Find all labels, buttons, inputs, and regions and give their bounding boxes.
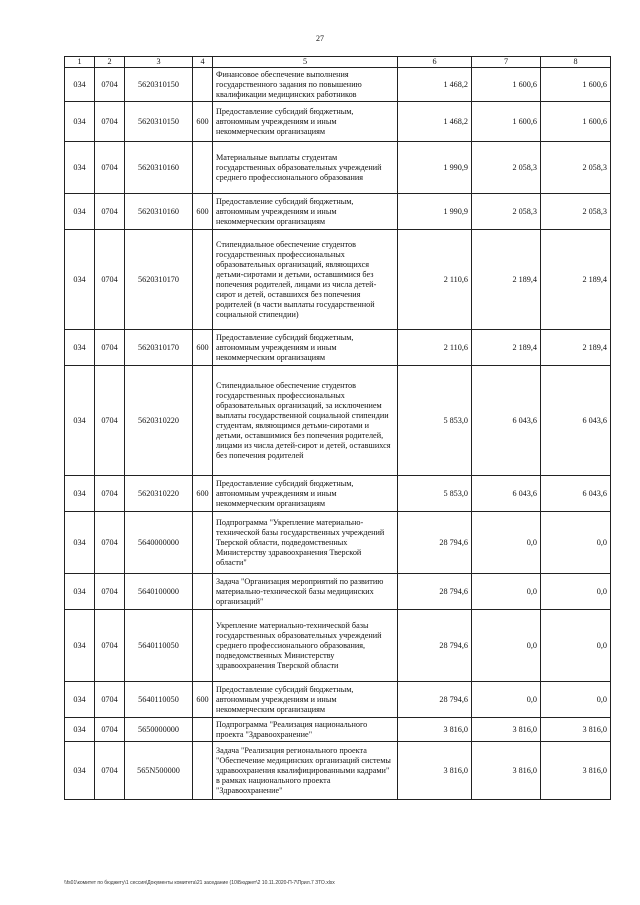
code-admin: 034	[65, 742, 95, 800]
amount-col-6: 3 816,0	[398, 742, 472, 800]
code-target: 5620310150	[125, 68, 193, 102]
code-section: 0704	[95, 366, 125, 476]
header-col-1: 1	[65, 57, 95, 68]
code-section: 0704	[95, 742, 125, 800]
row-description: Задача "Реализация регионального проекта "Обеспечение медицинских организаций системы здравоохранения квалифицированными кадрами" в рамках национального проекта "Здравоохранение"	[213, 742, 398, 800]
table-row	[65, 330, 611, 366]
amount-col-8: 0,0	[541, 574, 611, 610]
code-section: 0704	[95, 142, 125, 194]
code-admin: 034	[65, 718, 95, 742]
table-row	[65, 102, 611, 142]
code-target: 5620310160	[125, 194, 193, 230]
amount-col-6: 1 468,2	[398, 102, 472, 142]
code-target: 5620310150	[125, 102, 193, 142]
code-expense-type	[193, 610, 213, 682]
code-expense-type	[193, 742, 213, 800]
amount-col-7: 3 816,0	[472, 718, 541, 742]
code-admin: 034	[65, 610, 95, 682]
amount-col-8: 3 816,0	[541, 742, 611, 800]
row-description: Задача "Организация мероприятий по развитию материально-технической базы медицинских организаций"	[213, 574, 398, 610]
amount-col-8: 1 600,6	[541, 68, 611, 102]
code-section: 0704	[95, 230, 125, 330]
amount-col-8: 3 816,0	[541, 718, 611, 742]
code-expense-type: 600	[193, 102, 213, 142]
row-description: Материальные выплаты студентам государственных образовательных учреждений среднего профессионального образования	[213, 142, 398, 194]
amount-col-6: 1 990,9	[398, 142, 472, 194]
amount-col-8: 0,0	[541, 610, 611, 682]
code-section: 0704	[95, 682, 125, 718]
code-target: 5620310170	[125, 330, 193, 366]
code-expense-type	[193, 718, 213, 742]
amount-col-7: 6 043,6	[472, 366, 541, 476]
code-section: 0704	[95, 194, 125, 230]
code-admin: 034	[65, 194, 95, 230]
table-row	[65, 610, 611, 682]
code-target: 5640110050	[125, 682, 193, 718]
header-col-2: 2	[95, 57, 125, 68]
amount-col-7: 0,0	[472, 512, 541, 574]
code-expense-type	[193, 366, 213, 476]
amount-col-6: 28 794,6	[398, 682, 472, 718]
table-row	[65, 718, 611, 742]
code-admin: 034	[65, 68, 95, 102]
code-admin: 034	[65, 574, 95, 610]
header-col-6: 6	[398, 57, 472, 68]
code-target: 5620310170	[125, 230, 193, 330]
code-expense-type	[193, 68, 213, 102]
code-section: 0704	[95, 512, 125, 574]
amount-col-7: 6 043,6	[472, 476, 541, 512]
amount-col-7: 0,0	[472, 682, 541, 718]
amount-col-6: 28 794,6	[398, 512, 472, 574]
amount-col-8: 0,0	[541, 682, 611, 718]
table-row	[65, 512, 611, 574]
header-col-5: 5	[213, 57, 398, 68]
amount-col-8: 2 189,4	[541, 230, 611, 330]
page-number: 27	[316, 34, 324, 43]
code-target: 5640100000	[125, 574, 193, 610]
amount-col-6: 2 110,6	[398, 230, 472, 330]
file-path-footer: \\fs01\комитет по бюджету\1 сессия\Документы комитета\21 заседание (10\Бюджет\2 10.11.2020-П-7\Прил.7 ЗТО.xlsx	[64, 880, 335, 886]
table-row	[65, 142, 611, 194]
amount-col-7: 2 058,3	[472, 194, 541, 230]
amount-col-6: 1 468,2	[398, 68, 472, 102]
table-row	[65, 194, 611, 230]
code-section: 0704	[95, 330, 125, 366]
row-description: Предоставление субсидий бюджетным, автономным учреждениям и иным некоммерческим организациям	[213, 194, 398, 230]
amount-col-7: 0,0	[472, 574, 541, 610]
amount-col-8: 0,0	[541, 512, 611, 574]
row-description: Финансовое обеспечение выполнения государственного задания по повышению квалификации медицинских работников	[213, 68, 398, 102]
amount-col-8: 6 043,6	[541, 476, 611, 512]
amount-col-6: 5 853,0	[398, 476, 472, 512]
table-row	[65, 366, 611, 476]
code-admin: 034	[65, 476, 95, 512]
code-section: 0704	[95, 610, 125, 682]
code-section: 0704	[95, 718, 125, 742]
amount-col-6: 1 990,9	[398, 194, 472, 230]
code-target: 565N500000	[125, 742, 193, 800]
code-target: 5620310160	[125, 142, 193, 194]
amount-col-7: 2 189,4	[472, 230, 541, 330]
amount-col-6: 3 816,0	[398, 718, 472, 742]
code-target: 5650000000	[125, 718, 193, 742]
header-col-7: 7	[472, 57, 541, 68]
code-target: 5640000000	[125, 512, 193, 574]
code-expense-type: 600	[193, 682, 213, 718]
code-expense-type	[193, 574, 213, 610]
amount-col-7: 1 600,6	[472, 102, 541, 142]
code-target: 5640110050	[125, 610, 193, 682]
table-row	[65, 742, 611, 800]
code-section: 0704	[95, 574, 125, 610]
row-description: Стипендиальное обеспечение студентов государственных профессиональных образовательных организаций, за исключением выплаты государственной социальной стипендии студентам, являющимся детьми-сиротами и детьми, оставшимися без попечения родителей, лицами из числа детей-сирот и детей, оставшихся без попечения родителей	[213, 366, 398, 476]
amount-col-7: 0,0	[472, 610, 541, 682]
amount-col-8: 1 600,6	[541, 102, 611, 142]
code-admin: 034	[65, 230, 95, 330]
amount-col-6: 28 794,6	[398, 574, 472, 610]
row-description: Подпрограмма "Укрепление материально-технической базы государственных учреждений Тверской области, подведомственных Министерству здравоохранения Тверской области"	[213, 512, 398, 574]
code-expense-type	[193, 230, 213, 330]
table-row	[65, 574, 611, 610]
row-description: Предоставление субсидий бюджетным, автономным учреждениям и иным некоммерческим организациям	[213, 682, 398, 718]
code-target: 5620310220	[125, 366, 193, 476]
code-admin: 034	[65, 366, 95, 476]
row-description: Предоставление субсидий бюджетным, автономным учреждениям и иным некоммерческим организациям	[213, 476, 398, 512]
amount-col-7: 1 600,6	[472, 68, 541, 102]
header-col-4: 4	[193, 57, 213, 68]
row-description: Укрепление материально-технической базы государственных образовательных учреждений среднего профессионального образования, подведомственных Министерству здравоохранения Тверской области	[213, 610, 398, 682]
amount-col-6: 28 794,6	[398, 610, 472, 682]
amount-col-6: 2 110,6	[398, 330, 472, 366]
amount-col-6: 5 853,0	[398, 366, 472, 476]
header-row	[65, 57, 611, 68]
code-admin: 034	[65, 102, 95, 142]
code-expense-type: 600	[193, 476, 213, 512]
table-row	[65, 682, 611, 718]
header-col-3: 3	[125, 57, 193, 68]
table-row	[65, 68, 611, 102]
amount-col-8: 2 058,3	[541, 142, 611, 194]
row-description: Предоставление субсидий бюджетным, автономным учреждениям и иным некоммерческим организациям	[213, 330, 398, 366]
code-section: 0704	[95, 68, 125, 102]
code-admin: 034	[65, 142, 95, 194]
amount-col-8: 2 189,4	[541, 330, 611, 366]
row-description: Предоставление субсидий бюджетным, автономным учреждениям и иным некоммерческим организациям	[213, 102, 398, 142]
amount-col-8: 2 058,3	[541, 194, 611, 230]
code-expense-type: 600	[193, 330, 213, 366]
code-admin: 034	[65, 682, 95, 718]
table-row	[65, 230, 611, 330]
code-expense-type	[193, 142, 213, 194]
amount-col-7: 2 189,4	[472, 330, 541, 366]
amount-col-7: 2 058,3	[472, 142, 541, 194]
code-expense-type	[193, 512, 213, 574]
code-section: 0704	[95, 476, 125, 512]
code-admin: 034	[65, 512, 95, 574]
code-expense-type: 600	[193, 194, 213, 230]
header-col-8: 8	[541, 57, 611, 68]
row-description: Стипендиальное обеспечение студентов государственных профессиональных образовательных организаций, являющихся детьми-сиротами и детьми, оставшимися без попечения родителей, лицами из числа детей-сирот и детей, оставшихся без попечения родителей (в части выплаты государственной социальной стипендии)	[213, 230, 398, 330]
budget-table	[64, 56, 611, 800]
amount-col-8: 6 043,6	[541, 366, 611, 476]
code-target: 5620310220	[125, 476, 193, 512]
table-row	[65, 476, 611, 512]
row-description: Подпрограмма "Реализация национального проекта "Здравоохранение"	[213, 718, 398, 742]
code-section: 0704	[95, 102, 125, 142]
code-admin: 034	[65, 330, 95, 366]
amount-col-7: 3 816,0	[472, 742, 541, 800]
